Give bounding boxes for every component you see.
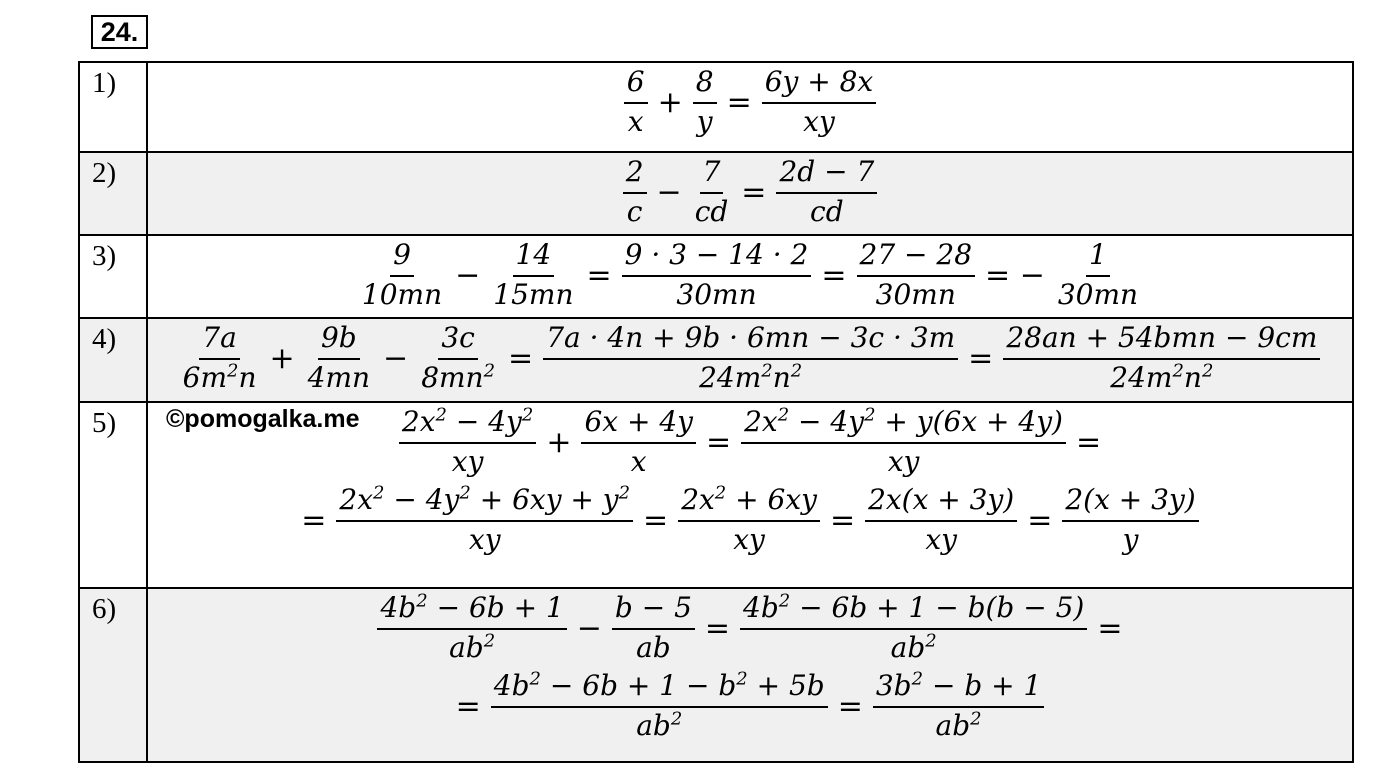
solution-row: [79, 588, 1353, 762]
fraction: [624, 65, 648, 140]
row-number: 1): [79, 62, 147, 152]
operator: =: [705, 425, 732, 460]
numerator: 6x + 4y: [581, 405, 696, 444]
denominator: x: [630, 445, 647, 478]
operator: =: [1075, 425, 1102, 460]
denominator: cd: [810, 195, 844, 228]
solution-row: [79, 402, 1353, 588]
numerator: $3b^2 - b + 1$: [873, 669, 1044, 708]
operator: −: [455, 258, 481, 293]
operator: =: [837, 689, 863, 724]
fraction: [741, 405, 1066, 480]
fraction: [359, 238, 445, 313]
denominator: $24m^2n^2$: [1110, 360, 1214, 394]
numerator: 2x(x + 3y): [865, 483, 1017, 522]
equation-line: [148, 65, 1352, 140]
row-expression: [147, 62, 1353, 152]
denominator: $8mn^2$: [421, 360, 496, 394]
denominator: 30mn: [875, 278, 956, 311]
fraction: [418, 321, 498, 396]
fraction: [377, 591, 566, 666]
operator: +: [546, 425, 572, 460]
fraction: [581, 405, 696, 480]
denominator: $ab^2$: [935, 708, 982, 742]
denominator: 30mn: [1057, 278, 1139, 311]
equation-line: [148, 238, 1352, 313]
operator: = −: [985, 258, 1045, 293]
operator: =: [1027, 503, 1053, 538]
solutions-table-body: [79, 62, 1353, 762]
equation-line: [148, 321, 1352, 396]
fraction: [399, 405, 536, 480]
numerator: 2d − 7: [776, 155, 877, 194]
numerator: $2x^2 - 4y^2$: [399, 405, 536, 444]
solution-row: [79, 235, 1353, 318]
row-number: 3): [79, 235, 147, 318]
fraction: [491, 669, 828, 744]
numerator: 9 · 3 − 14 · 2: [622, 238, 812, 277]
operator: =: [586, 258, 612, 293]
denominator: y: [696, 105, 713, 138]
numerator: $2x^2 - 4y^2 + 6xy + y^2$: [336, 483, 633, 522]
solutions-table: [78, 61, 1354, 763]
fraction: [543, 321, 958, 396]
denominator: $ab^2$: [890, 630, 937, 664]
numerator: 14: [513, 238, 555, 277]
fraction: [305, 321, 373, 396]
operator: −: [656, 175, 682, 210]
operator: =: [301, 503, 327, 538]
fraction: [762, 65, 877, 140]
numerator: 7: [700, 155, 724, 194]
denominator: xy: [451, 445, 484, 478]
fraction: [1055, 238, 1141, 313]
fraction: [857, 238, 976, 313]
fraction: [1003, 321, 1320, 396]
denominator: 15mn: [493, 278, 574, 311]
solution-row: [79, 318, 1353, 402]
fraction: [740, 591, 1087, 666]
equation-line: [148, 155, 1352, 230]
numerator: 27 − 28: [857, 238, 976, 277]
row-expression: [147, 402, 1353, 588]
operator: =: [508, 341, 534, 376]
denominator: xy: [925, 523, 957, 556]
fraction: [678, 483, 820, 558]
fraction: [776, 155, 877, 230]
numerator: 2(x + 3y): [1062, 483, 1198, 522]
operator: −: [383, 341, 409, 376]
row-expression: [147, 318, 1353, 402]
row-number: 6): [79, 588, 147, 762]
operator: =: [704, 611, 731, 646]
solution-row: [79, 62, 1353, 152]
operator: =: [968, 341, 994, 376]
row-expression: [147, 152, 1353, 235]
solution-row: [79, 152, 1353, 235]
numerator: 3c: [438, 321, 478, 360]
denominator: x: [627, 105, 644, 138]
row-number: 4): [79, 318, 147, 402]
numerator: $4b^2 - 6b + 1 - b(b - 5)$: [740, 591, 1087, 630]
numerator: b − 5: [612, 591, 695, 630]
numerator: 6y + 8x: [762, 65, 877, 104]
fraction: [622, 238, 812, 313]
equation-line: [148, 483, 1352, 558]
operator: =: [829, 503, 856, 538]
row-number: 2): [79, 152, 147, 235]
operator: =: [455, 689, 481, 724]
denominator: xy: [468, 523, 501, 556]
operator: −: [576, 611, 602, 646]
denominator: 4mn: [307, 361, 371, 394]
numerator: $2x^2 - 4y^2 + y(6x + 4y)$: [741, 405, 1066, 444]
fraction: [692, 155, 732, 230]
denominator: 10mn: [361, 278, 443, 311]
numerator: $2x^2 + 6xy$: [678, 483, 820, 522]
operator: =: [726, 85, 752, 120]
fraction: [180, 321, 260, 396]
denominator: c: [626, 195, 643, 228]
numerator: 8: [693, 65, 717, 104]
numerator: 6: [624, 65, 648, 104]
fraction: [1062, 483, 1198, 558]
operator: =: [1097, 611, 1123, 646]
operator: =: [821, 258, 847, 293]
numerator: 2: [623, 155, 647, 194]
fraction: [873, 669, 1044, 744]
watermark: ©pomogalka.me: [166, 405, 360, 433]
row-expression: [147, 588, 1353, 762]
denominator: cd: [694, 195, 729, 228]
fraction: [490, 238, 576, 313]
denominator: xy: [733, 523, 765, 556]
numerator: $4b^2 - 6b + 1 - b^2 + 5b$: [491, 669, 828, 708]
equation-line: [148, 669, 1352, 744]
operator: +: [269, 341, 295, 376]
fraction: [623, 155, 647, 230]
denominator: ab: [636, 631, 671, 664]
row-expression: [147, 235, 1353, 318]
row-number: 5): [79, 402, 147, 588]
numerator: 28an + 54bmn − 9cm: [1003, 321, 1320, 360]
denominator: $6m^2n$: [182, 360, 257, 394]
denominator: $ab^2$: [636, 708, 683, 742]
fraction: [336, 483, 633, 558]
denominator: xy: [887, 445, 920, 478]
fraction: [865, 483, 1017, 558]
numerator: 7a · 4n + 9b · 6mn − 3c · 3m: [543, 321, 958, 360]
denominator: xy: [803, 105, 835, 138]
denominator: 30mn: [676, 278, 757, 311]
fraction: [612, 591, 695, 666]
denominator: $24m^2n^2$: [699, 360, 803, 394]
operator: +: [657, 85, 683, 120]
denominator: $ab^2$: [449, 630, 496, 664]
task-number: 24.: [91, 15, 148, 49]
numerator: 1: [1086, 238, 1110, 277]
numerator: 9b: [318, 321, 360, 360]
numerator: $4b^2 - 6b + 1$: [377, 591, 566, 630]
numerator: 7a: [199, 321, 240, 360]
fraction: [693, 65, 717, 140]
numerator: 9: [390, 238, 414, 277]
operator: =: [741, 175, 767, 210]
denominator: y: [1122, 523, 1139, 556]
operator: =: [643, 503, 669, 538]
equation-line: [148, 591, 1352, 666]
